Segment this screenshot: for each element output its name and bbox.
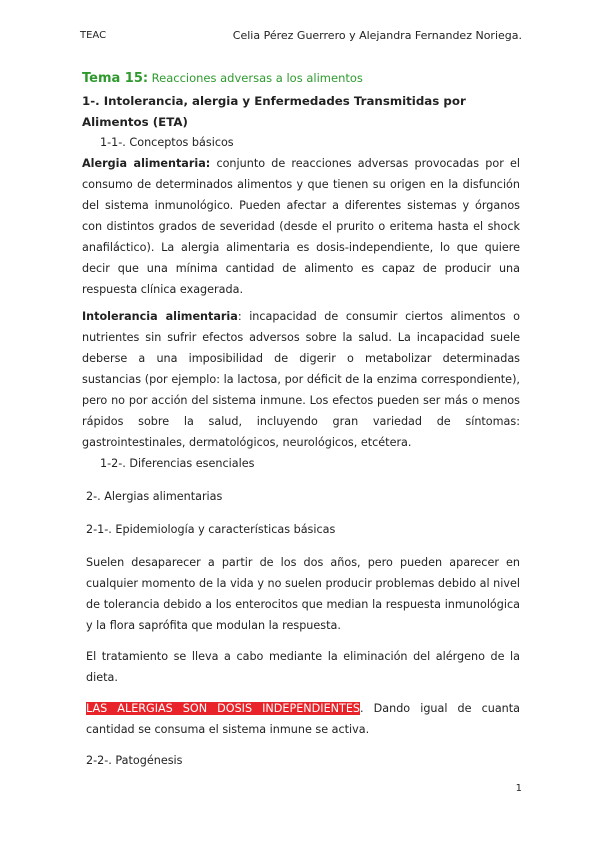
header-right: Celia Pérez Guerrero y Alejandra Fernandez Noriega. xyxy=(232,29,522,42)
subsection-1-2: 1-2-. Diferencias esenciales xyxy=(100,457,255,470)
title-number: Tema 15: xyxy=(82,71,149,86)
paragraph-epidemiologia: Suelen desaparecer a partir de los dos años, pero pueden aparecer en cualquier momento de la vida y no suelen producir problemas debido al nivel de tolerancia debido a los enterocitos que median la respuesta inmunológica y la flora saprófita que modulan la respuesta. xyxy=(86,556,520,632)
highlighted-text: LAS ALERGIAS SON DOSIS INDEPENDIENTES xyxy=(86,702,361,715)
page-number: 1 xyxy=(515,783,522,794)
paragraph-alergia xyxy=(82,153,520,300)
subsection-1-1: 1-1-. Conceptos básicos xyxy=(100,136,234,149)
document-title xyxy=(82,68,520,89)
section-2-heading: 2-. Alergias alimentarias xyxy=(86,490,223,503)
subsection-2-2: 2-2-. Patogénesis xyxy=(86,754,183,767)
text-alergia: conjunto de reacciones adversas provocadas por el consumo de determinados alimentos y que tienen su origen en la disfunción del sistema inmunológico. Pueden afectar a diferentes sistemas y órganos con distintos grados de severidad (desde el prurito o eritema hasta el shock anafiláctico). La alergia alimentaria es dosis-independiente, lo que quiere decir que una mínima cantidad de alimento es capaz de producir una respuesta clínica exagerada. xyxy=(82,157,521,296)
section-1-heading: 1-. Intolerancia, alergia y Enfermedades Transmitidas por Alimentos (ETA) xyxy=(82,94,466,129)
text-intolerancia: : incapacidad de consumir ciertos alimentos o nutrientes sin sufrir efectos adversos sobre la salud. La incapacidad suele deberse a una imposibilidad de digerir o metabolizar determinadas sustancias (por ejemplo: la lactosa, por déficit de la enzima correspondiente), pero no por acción del sistema inmune. Los efectos pueden ser más o menos rápidos sobre la salud, incluyendo gran variedad de síntomas: gastrointestinales, dermatológicos, neurológicos, etcétera. xyxy=(82,310,520,449)
title-text: Reacciones adversas a los alimentos xyxy=(151,71,363,85)
paragraph-dosis xyxy=(86,698,520,740)
paragraph-intolerancia xyxy=(82,306,520,453)
subsection-2-1: 2-1-. Epidemiología y características básicas xyxy=(86,523,336,536)
header-left: TEAC xyxy=(80,30,107,41)
term-intolerancia: Intolerancia alimentaria xyxy=(82,310,238,323)
dosis-rest: . Dando igual de cuanta cantidad se consuma el sistema inmune se activa. xyxy=(86,702,521,736)
paragraph-tratamiento: El tratamiento se lleva a cabo mediante la eliminación del alérgeno de la dieta. xyxy=(86,650,520,684)
term-alergia: Alergia alimentaria: xyxy=(82,157,211,170)
